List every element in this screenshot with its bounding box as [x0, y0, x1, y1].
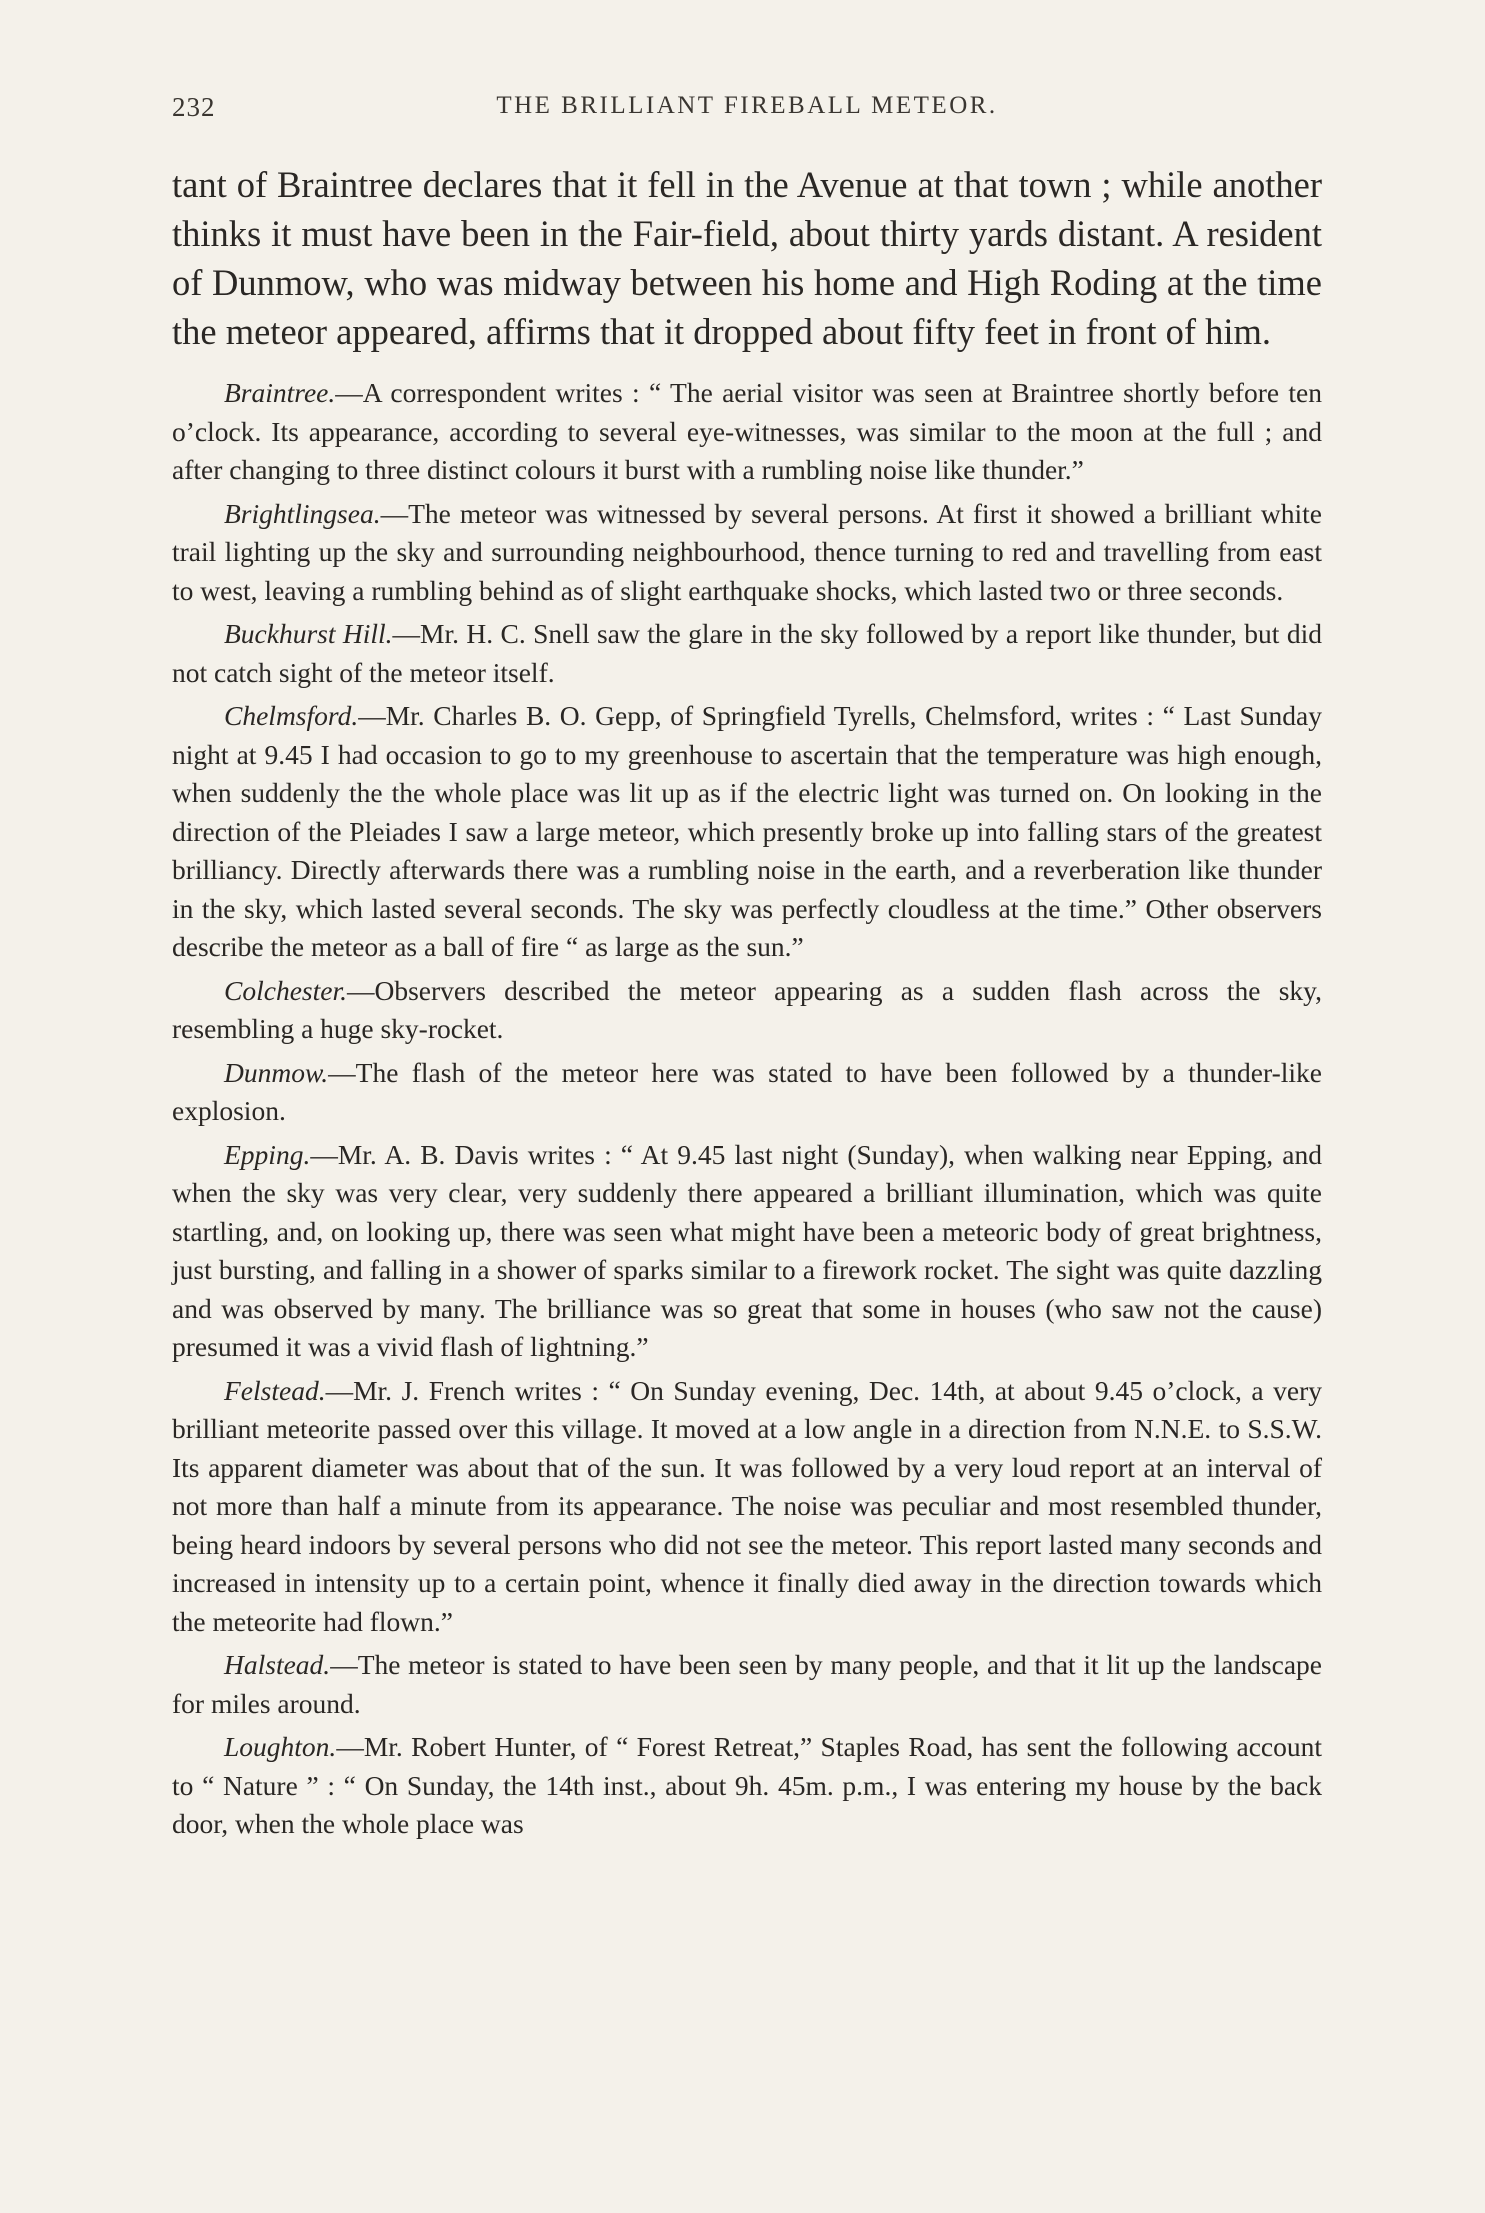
- entry-brightlingsea: [172, 495, 1322, 611]
- entry-text: —The meteor is stated to have been seen by many people, and that it lit up the landscape for miles around.: [172, 1649, 1322, 1719]
- entry-dunmow: [172, 1054, 1322, 1131]
- entry-place: Epping.: [224, 1138, 311, 1170]
- entry-text: —A correspondent writes : “ The aerial visitor was seen at Braintree shortly before ten o’clock. Its appearance, according to several eye-witnesses, was similar to the moon at the full ; and after changing to three distinct colours it burst with a rumbling noise like thunder.”: [172, 377, 1322, 485]
- entry-buckhurst-hill: [172, 615, 1322, 692]
- page-number: 232: [172, 92, 216, 122]
- entry-place: Colchester.: [224, 974, 347, 1006]
- entry-felstead: [172, 1372, 1322, 1642]
- entry-text: —Mr. H. C. Snell saw the glare in the sky followed by a report like thunder, but did not catch sight of the meteor itself.: [172, 618, 1322, 688]
- entry-place: Braintree.: [224, 377, 336, 408]
- entry-braintree: [172, 374, 1322, 490]
- entry-text: —Mr. Robert Hunter, of “ Forest Retreat,” Staples Road, has sent the following account to “ Nature ” : “ On Sunday, the 14th inst., about 9h. 45m. p.m., I was entering my house by the back door, when the whole place was: [172, 1731, 1322, 1839]
- entry-halstead: [172, 1646, 1322, 1723]
- entry-place: Felstead.: [224, 1374, 326, 1406]
- entry-place: Brightlingsea.: [224, 497, 381, 529]
- entry-loughton: [172, 1728, 1322, 1844]
- lead-paragraph: tant of Braintree declares that it fell in the Avenue at that town ; while another thinks it must have been in the Fair-field, about thirty yards distant. A resident of Dunmow, who was midway between his home and High Roding at the time the meteor appeared, affirms that it dropped about fifty feet in front of him.: [172, 164, 1322, 352]
- entry-chelmsford: [172, 697, 1322, 967]
- entry-place: Buckhurst Hill.: [224, 618, 393, 649]
- running-title: THE BRILLIANT FIREBALL METEOR.: [496, 92, 998, 119]
- entry-text: —Mr. A. B. Davis writes : “ At 9.45 last night (Sunday), when walking near Epping, and when the sky was very clear, very suddenly there appeared a brilliant illumination, which was quite startling, and, on looking up, there was seen what might have been a meteoric body of great brightness, just bursting, and falling in a shower of sparks similar to a firework rocket. The sight was quite dazzling and was observed by many. The brilliance was so great that some in houses (who saw not the cause) presumed it was a vivid flash of lightning.”: [172, 1138, 1322, 1362]
- entry-text: —The meteor was witnessed by several persons. At first it showed a brilliant white trail lighting up the sky and surrounding neighbourhood, thence turning to red and travelling from east to west, leaving a rumbling behind as of slight earthquake shocks, which lasted two or three seconds.: [172, 497, 1322, 606]
- entry-text: —Mr. J. French writes : “ On Sunday evening, Dec. 14th, at about 9.45 o’clock, a very brilliant meteorite passed over this village. It moved at a low angle in a direction from N.N.E. to S.S.W. Its apparent diameter was about that of the sun. It was followed by a very loud report at an interval of not more than half a minute from its appearance. The noise was peculiar and most resembled thunder, being heard indoors by several persons who did not see the meteor. This report lasted many seconds and increased in intensity up to a certain point, whence it finally died away in the direction towards which the meteorite had flown.”: [172, 1374, 1322, 1637]
- entry-colchester: [172, 972, 1322, 1049]
- entry-epping: [172, 1136, 1322, 1367]
- entry-text: —Observers described the meteor appearing as a sudden flash across the sky, resembling a huge sky-rocket.: [172, 974, 1322, 1044]
- body-text: [172, 160, 1322, 1849]
- entry-place: Chelmsford.: [224, 700, 359, 731]
- entry-place: Dunmow.: [224, 1056, 329, 1088]
- entry-text: —Mr. Charles B. O. Gepp, of Springfield Tyrells, Chelmsford, writes : “ Last Sunday night at 9.45 I had occasion to go to my greenhouse to ascertain that the temperature was high enough, when suddenly the the whole place was lit up as if the electric light was turned on. On looking in the direction of the Pleiades I saw a large meteor, which presently broke up into falling stars of the greatest brilliancy. Directly afterwards there was a rumbling noise in the earth, and a reverberation like thunder in the sky, which lasted several seconds. The sky was perfectly cloudless at the time.” Other observers describe the meteor as a ball of fire “ as large as the sun.”: [172, 700, 1322, 962]
- entry-place: Loughton.: [224, 1731, 337, 1762]
- page-header: [172, 92, 1322, 132]
- entry-text: —The flash of the meteor here was stated to have been followed by a thunder-like explosion.: [172, 1056, 1322, 1126]
- entry-place: Halstead.: [224, 1649, 331, 1680]
